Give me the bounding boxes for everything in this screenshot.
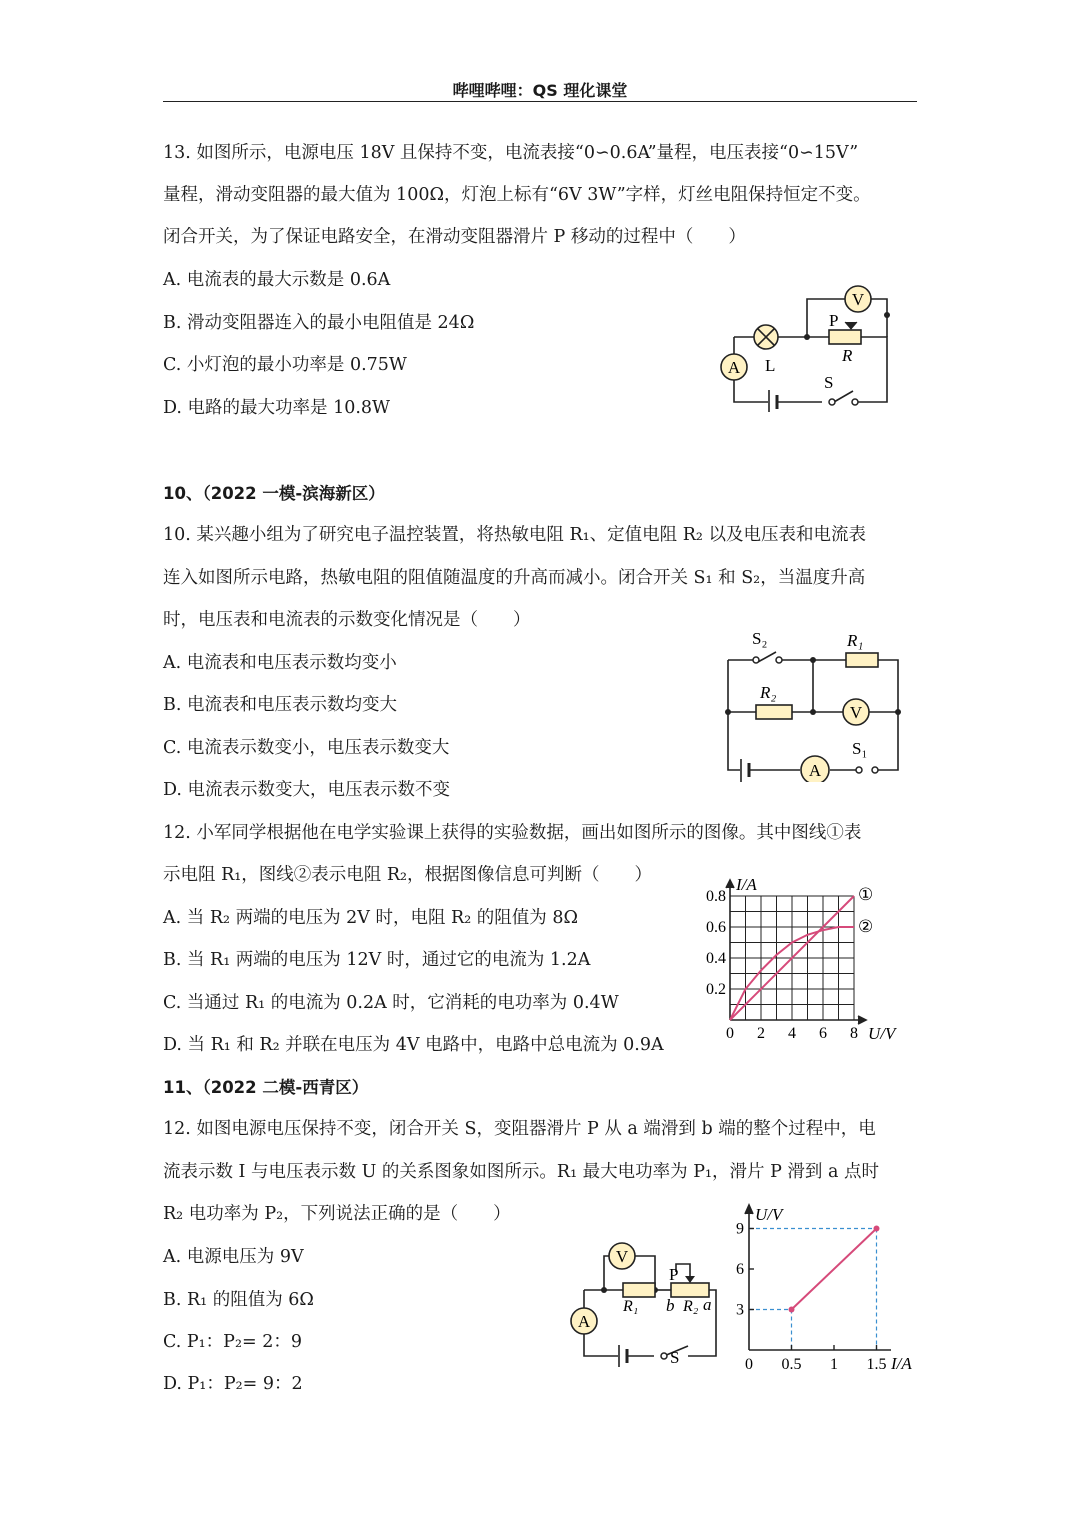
x-tick-label: 8 <box>850 1025 858 1042</box>
resistor-r1-icon <box>623 1283 655 1297</box>
sec10-option-c: C. 电流表示数变小，电压表示数变大 <box>163 738 450 758</box>
sec11-slider-label: P <box>669 1265 679 1284</box>
q13-option-c: C. 小灯泡的最小功率是 0.75W <box>163 355 407 375</box>
sec11-stem-line-1: 12. 如图电源电压保持不变，闭合开关 S，变阻器滑片 P 从 a 端滑到 b 端的整个过程中，电 <box>163 1119 876 1139</box>
resistor-r2-icon <box>756 705 792 719</box>
x-tick-label: 0 <box>726 1025 734 1042</box>
q12-stem-line-1: 12. 小军同学根据他在电学实验课上获得的实验数据，画出如图所示的图像。其中图线①表 <box>163 823 862 843</box>
q13-lamp-label: L <box>765 356 776 375</box>
x-tick-label: 2 <box>757 1025 765 1042</box>
q13-stem-line-2: 量程，滑动变阻器的最大值为 100Ω，灯泡上标有“6V 3W”字样，灯丝电阻保持恒定不变。 <box>163 185 871 205</box>
series-1-marker: ① <box>858 885 874 904</box>
sec10-r2-label: R₂ <box>760 683 777 702</box>
sec11-a-label: a <box>703 1295 712 1314</box>
sec10-option-d: D. 电流表示数变大，电压表示数不变 <box>163 780 451 800</box>
x-tick-label: 6 <box>819 1025 827 1042</box>
x-axis-arrow <box>858 1016 866 1024</box>
q13-slider-label: P <box>829 311 839 330</box>
sec11-circuit-diagram <box>566 1238 721 1368</box>
x-tick-label: 1.5 <box>866 1356 887 1373</box>
sec10-s2-label: S₂ <box>752 629 768 648</box>
sec10-option-b: B. 电流表和电压表示数均变大 <box>163 695 397 715</box>
sec11-ammeter-label: A <box>577 1312 591 1331</box>
q12-option-a: A. 当 R₂ 两端的电压为 2V 时，电阻 R₂ 的阻值为 8Ω <box>163 908 579 928</box>
series-line <box>792 1229 877 1310</box>
sec10-option-a: A. 电流表和电压表示数均变小 <box>163 653 397 673</box>
q13-resistor-label: R <box>842 346 853 365</box>
y-tick-label: 9 <box>736 1220 744 1238</box>
data-point <box>789 1307 795 1313</box>
section-11-heading: 11、（2022 二模-西青区） <box>163 1078 369 1097</box>
sec10-voltmeter-label: V <box>849 703 863 722</box>
sec11-option-c: C. P₁：P₂= 2：9 <box>163 1332 302 1352</box>
q13-switch-label: S <box>824 373 834 392</box>
y-tick-label: 0.6 <box>706 919 726 936</box>
q13-option-a: A. 电流表的最大示数是 0.6A <box>163 270 391 290</box>
resistor-r1-icon <box>846 653 878 667</box>
q12-option-c: C. 当通过 R₁ 的电流为 0.2A 时，它消耗的电功率为 0.4W <box>163 993 619 1013</box>
sec11-option-a: A. 电源电压为 9V <box>163 1247 304 1267</box>
q13-option-d: D. 电路的最大功率是 10.8W <box>163 398 391 418</box>
x-tick-label: 1 <box>830 1356 838 1373</box>
sec10-stem-line-1: 10. 某兴趣小组为了研究电子温控装置，将热敏电阻 R₁、定值电阻 R₂ 以及电压表和电流表 <box>163 525 866 545</box>
q12-option-d: D. 当 R₁ 和 R₂ 并联在电压为 4V 电路中，电路中总电流为 0.9A <box>163 1035 664 1055</box>
page-header: 哔哩哔哩：QS 理化课堂 <box>452 81 628 100</box>
x-tick-label: 0.5 <box>781 1356 802 1373</box>
y-axis-label: U/V <box>755 1205 783 1224</box>
sec10-r1-label: R₁ <box>847 631 864 650</box>
q13-circuit-diagram <box>712 282 902 412</box>
sec10-stem-line-2: 连入如图所示电路，热敏电阻的阻值随温度的升高而减小。闭合开关 S₁ 和 S₂，当温度升高 <box>163 568 866 588</box>
sec10-circuit-diagram <box>718 622 913 782</box>
sec11-stem-line-3: R₂ 电功率为 P₂，下列说法正确的是（ ） <box>163 1204 511 1224</box>
x-axis-label: U/V <box>868 1024 896 1043</box>
section-10-heading: 10、（2022 一模-滨海新区） <box>163 484 385 503</box>
y-axis-arrow <box>745 1205 753 1214</box>
series-2-marker: ② <box>858 917 874 936</box>
q12-iu-graph <box>690 862 915 1052</box>
q12-stem-line-2: 示电阻 R₁，图线②表示电阻 R₂，根据图像信息可判断（ ） <box>163 865 653 885</box>
sec11-b-label: b <box>666 1296 675 1315</box>
sec11-voltmeter-label: V <box>615 1247 629 1266</box>
x-tick-label: 4 <box>788 1025 796 1042</box>
x-tick-label: 0 <box>745 1356 753 1373</box>
data-point <box>874 1226 880 1232</box>
y-tick-label: 0.8 <box>706 888 726 905</box>
q13-stem-line-1: 13. 如图所示，电源电压 18V 且保持不变，电流表接“0∽0.6A”量程，电压表接“0∽15V” <box>163 143 859 163</box>
y-axis-arrow <box>726 880 734 888</box>
sec10-ammeter-label: A <box>808 761 822 780</box>
sec10-stem-line-3: 时，电压表和电流表的示数变化情况是（ ） <box>163 610 531 630</box>
sec11-stem-line-2: 流表示数 I 与电压表示数 U 的关系图象如图所示。R₁ 最大电功率为 P₁，滑片 P 滑到 a 点时 <box>163 1162 879 1182</box>
rheostat-icon <box>829 330 861 344</box>
sec11-switch-label: S <box>670 1348 680 1367</box>
sec11-r2-label: R₂ <box>683 1298 699 1315</box>
q12-option-b: B. 当 R₁ 两端的电压为 12V 时，通过它的电流为 1.2A <box>163 950 591 970</box>
q13-ammeter-label: A <box>727 358 741 377</box>
sec10-s1-label: S₁ <box>852 739 868 758</box>
y-tick-label: 6 <box>736 1261 744 1278</box>
y-tick-label: 3 <box>736 1301 744 1319</box>
q13-stem-line-3: 闭合开关，为了保证电路安全，在滑动变阻器滑片 P 移动的过程中（ ） <box>163 227 746 247</box>
sec11-option-b: B. R₁ 的阻值为 6Ω <box>163 1290 314 1310</box>
x-axis-label: I/A <box>891 1354 912 1373</box>
header-divider <box>163 101 917 102</box>
sec11-option-d: D. P₁：P₂= 9：2 <box>163 1374 303 1394</box>
q13-voltmeter-label: V <box>851 290 865 309</box>
sec11-r1-label: R₁ <box>623 1298 639 1315</box>
y-axis-label: I/A <box>736 875 757 894</box>
y-tick-label: 0.2 <box>706 981 726 998</box>
q13-option-b: B. 滑动变阻器连入的最小电阻值是 24Ω <box>163 313 475 333</box>
sec11-ui-graph <box>725 1200 920 1378</box>
y-tick-label: 0.4 <box>706 950 726 967</box>
